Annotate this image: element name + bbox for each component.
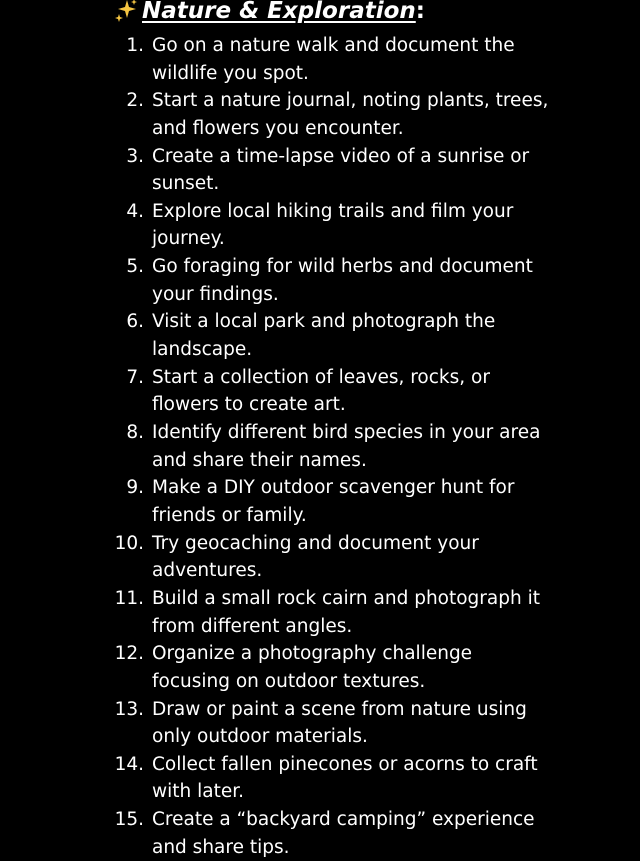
list-item [0,308,640,363]
list-item-number: 10. [114,532,144,554]
list-item-number: 5. [126,256,144,278]
title-colon: : [415,0,425,24]
list-item-number: 13. [114,698,144,720]
list-item-text: Identify different bird species in your area and share their names. [152,422,541,471]
list-item-text: Start a nature journal, noting plants, trees, and flowers you encounter. [152,90,549,139]
list-item [0,530,640,585]
list-item-text: Go on a nature walk and document the wildlife you spot. [152,35,515,84]
list-item-number: 3. [126,145,144,167]
list-item-text: Explore local hiking trails and film your journey. [152,200,514,250]
list-item [0,585,640,640]
list-item-number: 2. [126,90,144,112]
list-item-number: 7. [126,366,144,388]
list-item [0,751,640,806]
list-item-number: 6. [126,311,144,333]
page-title: Nature & Exploration [142,0,416,24]
list-item [0,640,640,695]
section-header [112,0,425,28]
list-item-text: Draw or paint a scene from nature using only outdoor materials. [152,698,527,748]
list-item-number: 12. [114,643,144,665]
list-item [0,87,640,142]
list-item-text: Try geocaching and document your adventures. [152,532,479,582]
list-item-number: 11. [114,587,144,609]
list-item-text: Make a DIY outdoor scavenger hunt for friends or family. [152,477,515,526]
list-item-text: Create a time-lapse video of a sunrise or sunset. [152,145,530,195]
sparkles-icon [112,0,140,25]
list-item-text: Go foraging for wild herbs and document your findings. [152,256,533,305]
list-item-number: 1. [126,35,144,56]
list-item-text: Build a small rock cairn and photograph it from different angles. [152,587,540,637]
list-item [0,364,640,419]
list-item [0,696,640,751]
list-item-number: 15. [114,809,144,831]
list-item [0,32,640,87]
list-item [0,143,640,198]
ideas-list [0,32,640,861]
list-item-text: Organize a photography challenge focusing on outdoor textures. [152,643,473,692]
list-item-text: Create a “backyard camping” experience and share tips. [152,809,535,858]
list-item-number: 14. [114,753,144,775]
list-item-text: Visit a local park and photograph the landscape. [152,311,496,361]
list-item-number: 8. [126,422,144,444]
list-item-number: 9. [126,477,144,499]
list-item [0,253,640,308]
list-item-text: Start a collection of leaves, rocks, or flowers to create art. [152,366,490,416]
list-item [0,419,640,474]
list-item-number: 4. [126,200,144,222]
list-item [0,474,640,529]
list-item [0,198,640,253]
list-item-text: Collect fallen pinecones or acorns to craft with later. [152,753,538,803]
